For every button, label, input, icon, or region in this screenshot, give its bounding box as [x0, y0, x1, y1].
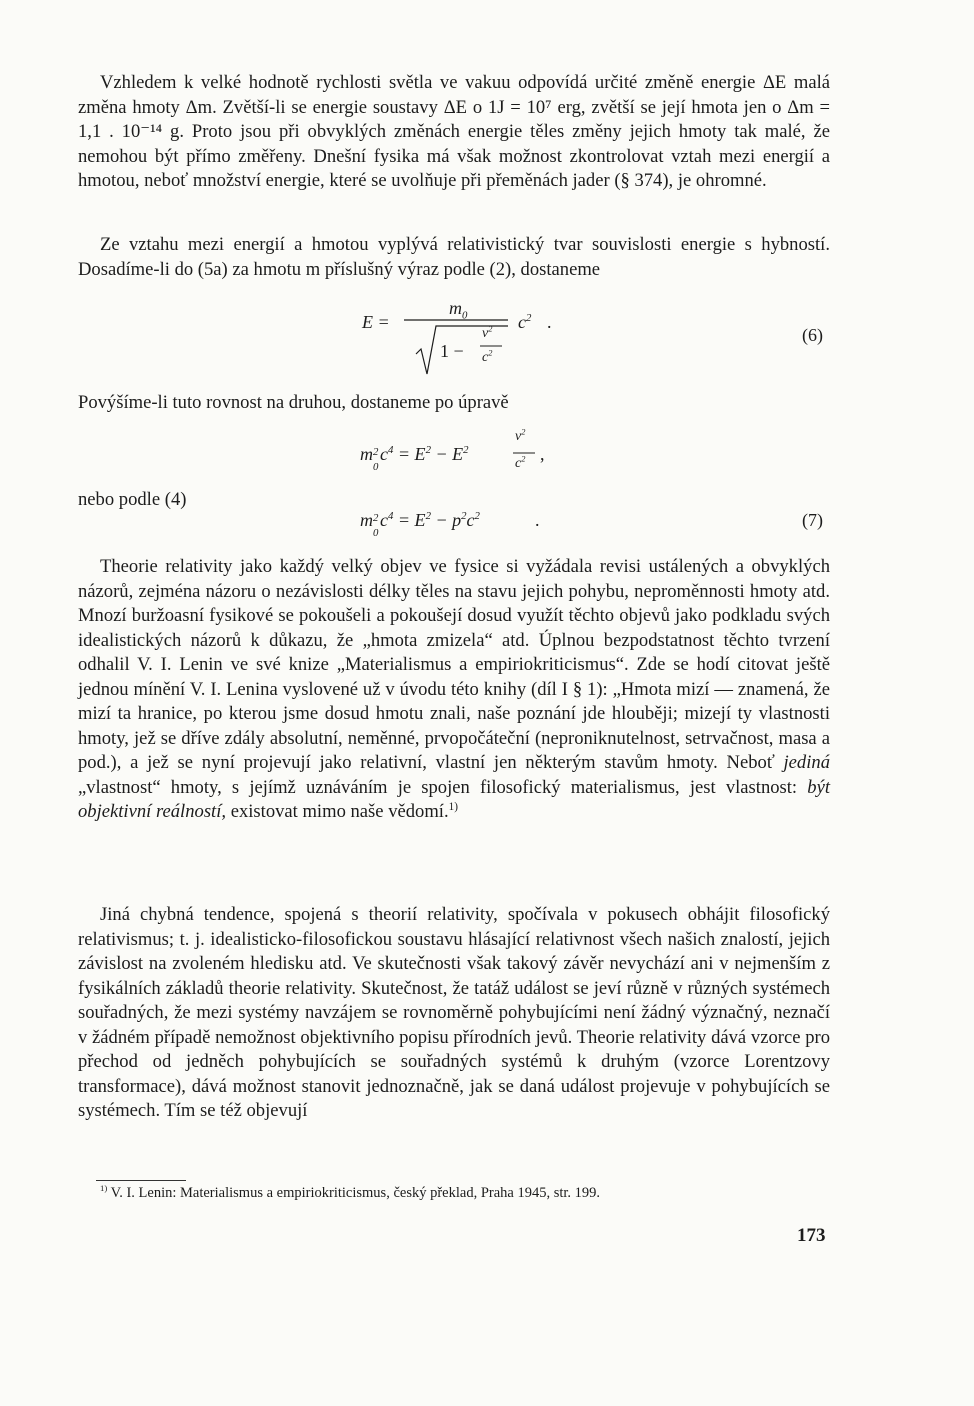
paragraph-relativism: Jiná chybná tendence, spojená s theorií relativity, spočívala v pokusech obhájit filosofický relativismus; t. j. idealisticko-filosofickou soustavu hlásající relativnost všech našich znalostí, jejich závislost na zvoleném hledisku atd. Ve skutečnosti však takový závěr nevychází ani v nejmenším z fysikálních základů theorie relativity. Skutečnost, že tatáž událost se jeví různě v různých systémech souřadných, že mezi systémy navzájem se rovnoměrně pohybujícími není žádný význačný, neznačí v žádném případě nemožnost objektivního popisu přírodních jevů. Theorie relativity dává vzorce pro přechod od jedněch pohybujících se souřadných systémů k druhým (vzorce Lorentzovy transformace), dává možnost stanovit jednoznačně, jak se daná událost projevuje v pohybujících se systémech. Tím se též objevují [78, 904, 830, 1121]
eq6-v-squared: $v^2$ [482, 324, 493, 341]
eq6-inner-fraction-bar [480, 345, 502, 347]
eq-mid-frac-num: $v^2$ [515, 427, 526, 444]
eq7-body: m 2 0 $c^4 = E^2 - p^2c^2$ [360, 510, 480, 539]
page-number: 173 [797, 1225, 826, 1246]
eq-mid-frac-den: $c^2$ [515, 454, 526, 471]
eq7-end: . [535, 510, 540, 530]
eq6-factor: $c^2$ [518, 312, 532, 332]
eq-mid-end: , [540, 444, 545, 464]
equation-number-7: (7) [802, 510, 823, 530]
paragraph-energy-momentum: Ze vztahu mezi energií a hmotou vyplývá relativistický tvar souvislosti energie s hybností. Dosadíme-li do (5a) za hmotu m příslušný výraz podle (2), dostaneme [78, 234, 830, 280]
paragraph-lenin-quote: Theorie relativity jako každý velký objev ve fysice si vyžádala revisi ustálených a obvyklých názorů, zejména názoru o nezávislosti délky těles na stavu jejich pohybu, neproměnnosti hmoty atd. Mnozí buržoasní fysikové se pokoušeli a pokoušejí dosud využít těchto objevů jako podkladu svých idealistických názorů k důkazu, že „hmota zmizela“ atd. Úplnou bezpodstatnost těchto tvrzení odhalil V. I. Lenin ve své knize „Materialismus a empiriokriticismus“. Zde se hodí citovat ještě jednou mínění V. I. Lenina vyslovené už v úvodu této knihy (díl I § 1): „Hmota mizí — znamená, že mizí ta hranice, po kterou jsme dosud hmotu znali, naše poznání jde hlouběji; mizejí ty vlastnosti hmoty, jež se dříve zdály absolutní, neměnné, prvopočáteční (neproniknutelnost, setrvačnost, masa a pod.), a jež se nyní projevují jako relativní, vlastní jen některým stavům hmoty. Neboť jediná „vlastnost“ hmoty, s jejímž uznáváním je spojen filosofický materialismus, jest vlastnost: být objektivní reálností, existovat mimo naše vědomí.$^{1)}$ [78, 556, 830, 822]
footnote: $^{1)}$ V. I. Lenin: Materialismus a empiriokriticismus, český překlad, Praha 1945, str. 199. [100, 1183, 601, 1201]
paragraph-by-4: nebo podle (4) [78, 489, 187, 510]
equation-number-6: (6) [802, 325, 823, 345]
footnote-divider [96, 1180, 186, 1181]
eq6-lhs: E = [362, 312, 390, 332]
eq6-radicand-one: 1 − [440, 341, 464, 361]
paragraph-mass-energy: Vzhledem k velké hodnotě rychlosti světla ve vakuu odpovídá určité změně energie ΔE malá změna hmoty Δm. Zvětší-li se energie soustavy ΔE o 1J = 10⁷ erg, zvětší se její hmota jen o Δm = 1,1 . 10⁻¹⁴ g. Proto jsou při obvyklých změnách energie těles změny jejich hmoty tak malé, že nemohou být přímo změřeny. Dnešní fysika má však možnost zkontrolovat vztah mezi energií a hmotou, neboť množství energie, které se uvolňuje při přeměnách jader (§ 374), je ohromné. [78, 72, 830, 191]
eq6-numerator: $m_0$ [449, 298, 468, 322]
paragraph-square: Povýšíme-li tuto rovnost na druhou, dostaneme po úpravě [78, 392, 509, 413]
eq-mid-lhs: m 2 0 $c^4 = E^2 - E^2$ [360, 444, 469, 473]
eq6-end: . [547, 312, 552, 332]
eq6-c-squared: $c^2$ [482, 348, 493, 365]
footnote-reference: 1) [448, 800, 458, 813]
